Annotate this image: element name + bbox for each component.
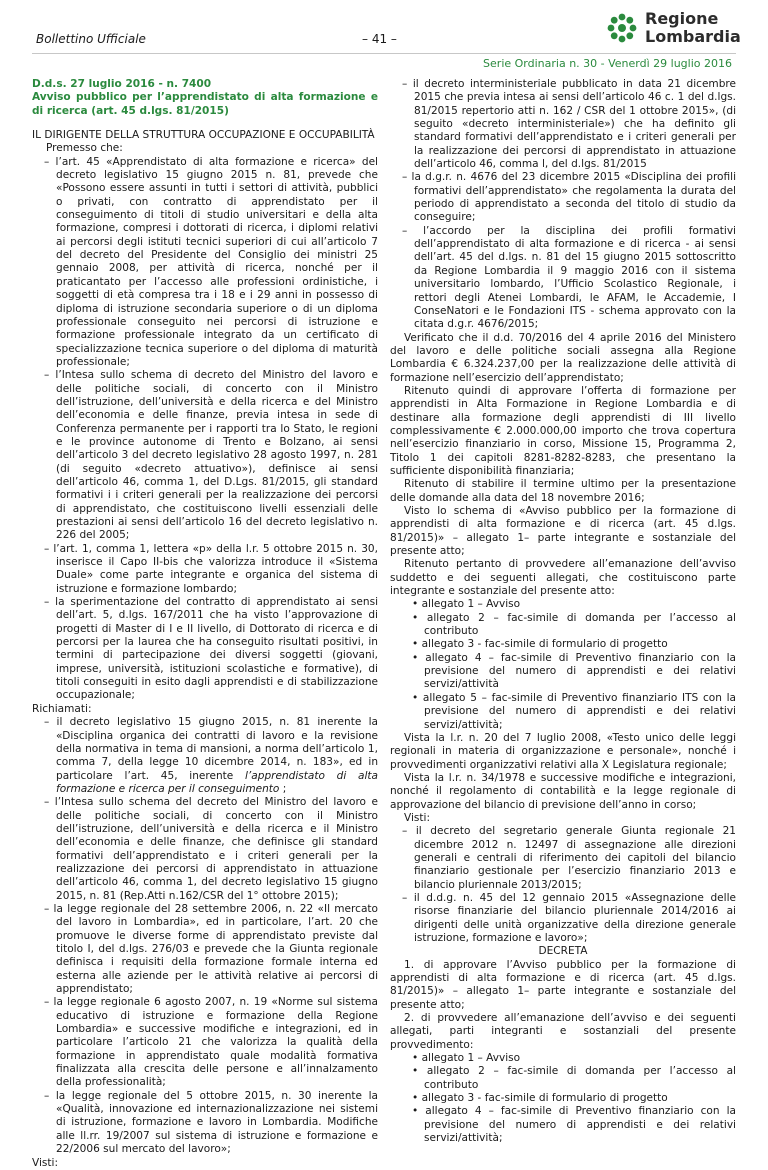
premise-item-4: – la sperimentazione del contratto di apprendistato ai sensi dell’art. 5, d.lgs. 167/2011 che ha visto l’approvazione di progetti di Master di I e II livello, di Dottorato di ricerca e di percorsi per la laurea che ha conseguito risultati positivi, in termini di partecipazione dei diversi soggetti (giovani, imprese, università, istituzioni scolastiche e formative), di titoli conseguiti in esito dagli apprendisti e di stabilizzazione occupazionale; <box>44 596 378 702</box>
premesso-heading: Premesso che: <box>46 142 123 155</box>
right-column <box>390 78 736 1146</box>
vista-lr34-paragraph: Vista la l.r. n. 34/1978 e successive modifiche e integrazioni, nonché il regolamento di contabilità e la legge regionale di approvazione del bilancio di previsione dell’anno in corso; <box>390 771 736 811</box>
annex-list-item: • allegato 3 - fac-simile di formulario di progetto <box>412 1092 668 1105</box>
annex-list-item: • allegato 4 – fac-simile di Preventivo finanziario con la previsione del numero di apprendisti e dei relativi servizi/attività; <box>412 1105 736 1145</box>
annex-list-item: • allegato 2 – fac-simile di domanda per l’accesso al contributo <box>412 611 736 638</box>
header-rule <box>32 53 736 54</box>
decreta-point-2: 2. di provvedere all’emanazione dell’avviso e dei seguenti allegati, parti integranti e sostanziali del presente provvedimento: <box>390 1012 736 1051</box>
premise-item-2: – l’Intesa sullo schema di decreto del Ministro del lavoro e delle politiche sociali, di concerto con il Ministro dell’istruzione, dell’università e della ricerca e del Ministro dell’economia e delle finanze, previa intesa in sede di Conferenza permanente per i rapporti tra lo Stato, le regioni e le province autonome di Trento e Bolzano, ai sensi dell’articolo 3 del decreto legislativo 28 agosto 1997, n. 281 (di seguito «decreto attuativo»), definisce ai sensi dell’articolo 46, comma 1, del D.Lgs. 81/2015, gli standard formativi i i criteri generali per la realizzazione dei percorsi di apprendistato, che costituiscono livelli essenziali delle prestazioni ai sensi dell’articolo 16 del decreto legislativo n. 226 del 2005; <box>44 369 378 542</box>
decreta-heading: DECRETA <box>538 945 588 958</box>
visti-item-2: – la d.g.r. n. 4676 del 23 dicembre 2015 «Disciplina dei profili formativi dell’apprendistato» che regolamenta la durata del periodo di apprendistato a seconda del titolo di studio da conseguire; <box>402 171 736 224</box>
visti2-item-2: – il d.d.g. n. 45 del 12 gennaio 2015 «Assegnazione delle risorse finanziarie del bilancio pluriennale 2014/2016 ai dirigenti delle unità organizzative della direzione generale istruzione, formazione e lavoro»; <box>402 891 736 944</box>
premise-item-1: – l’art. 45 «Apprendistato di alta formazione e ricerca» del decreto legislativo 15 giugno 2015 n. 81, prevede che «Possono essere assunti in tutti i settori di attività, pubblici o privati, con contratto di apprendistato per il conseguimento di titoli di studio universitari e della alta formazione, compresi i dottorati di ricerca, i diplomi relativi ai percorsi degli istituti tecnici superiori di cui all’articolo 7 del decreto del Presidente del Consiglio dei ministri 25 gennaio 2008, per attività di ricerca, nonché per il praticantato per l’accesso alle professioni ordinistiche, i soggetti di età compresa tra i 18 e i 29 anni in possesso di diploma di istruzione secondaria superiore o di un diploma professionale conseguito nei percorsi di istruzione e formazione professionale integrato da un certificato di specializzazione tecnica superiore o del diploma di maturità professionale; <box>44 155 378 368</box>
logo-line-lombardia: Lombardia <box>645 27 741 46</box>
recall-item-2: – l’Intesa sullo schema del decreto del Ministro del lavoro e delle politiche sociali, di concerto con il Ministro dell’istruzione, dell’università e della ricerca e il Ministro dell’economia e delle finanze, che definisce gli standard formativi dell’apprendistato e i criteri generali per la realizzazione dei percorsi di apprendistato in attuazione dell’articolo 46, comma 1, del decreto legislativo 15 giugno 2015, n. 81 (Rep.Atti n.162/CSR del 1° ottobre 2015); <box>44 796 378 902</box>
annex-list-item: • allegato 1 – Avviso <box>412 1052 521 1065</box>
richiamati-heading: Richiamati: <box>32 702 92 715</box>
recall-item-1: – il decreto legislativo 15 giugno 2015, n. 81 inerente la «Disciplina organica dei contratti di lavoro e la revisione della normativa in tema di mansioni, a norma dell’articolo 1, comma 7, della legge 10 dicembre 2014, n. 183», ed in particolare l’art. 45, inerente l’apprendistato di alta formazione e ricerca per il conseguimento ; <box>44 716 378 795</box>
page-number: – 41 – <box>362 32 397 46</box>
annex-list-item: • allegato 4 – fac-simile di Preventivo finanziario con la previsione del numero di apprendisti e dei relativi servizi/attività <box>412 651 736 691</box>
vista-lr20-paragraph: Vista la l.r. n. 20 del 7 luglio 2008, «Testo unico delle leggi regionali in materia di organizzazione e personale», nonché i provvedimenti organizzativi relativi alla X Legislatura regionale; <box>390 731 736 771</box>
annex-list-item: • allegato 2 – fac-simile di domanda per l’accesso al contributo <box>412 1065 736 1091</box>
recall-item-3: – la legge regionale del 28 settembre 2006, n. 22 «Il mercato del lavoro in Lombardia», ed in particolare, l’art. 20 che promuove le diverse forme di apprendistato previste dal titolo I, del d.lgs. 276/03 e prevede che la Giunta regionale definisca i requisiti della formazione formale interna ed esterna alle aziende per le attività relative ai percorsi di apprendistato; <box>44 902 378 996</box>
visti-heading-2: Visti: <box>404 811 431 824</box>
visti-heading: Visti: <box>32 1156 59 1169</box>
visto-schema-paragraph: Visto lo schema di «Avviso pubblico per la formazione di apprendisti di alta formazione e di ricerca (art. 45 d.lgs. 81/2015)» – allegato 1– parte integrante e sostanziale del presente atto; <box>390 505 736 558</box>
visti-item-3: – l’accordo per la disciplina dei profili formativi dell’apprendistato di alta formazione e di ricerca - ai sensi dell’art. 45 del d.lgs. n. 81 del 15 giugno 2015 sottoscritto da Regione Lombardia il 9 maggio 2016 con il sistema universitario lombardo, l’Ufficio Scolastico Regionale, i rettori degli Atenei Lombardi, le AFAM, le Accademie, I ConseNatori e le Fondazioni ITS - schema approvato con la citata d.g.r. 4676/2015; <box>402 224 736 331</box>
rosa-camuna-icon <box>605 11 639 45</box>
regione-lombardia-logo <box>605 10 741 46</box>
ritenuto-paragraph-3: Ritenuto pertanto di provvedere all’emanazione dell’avviso suddetto e dei seguenti allegati, che costituiscono parte integrante e sostanziale del presente atto: <box>390 558 736 598</box>
decree-title: Avviso pubblico per l’apprendistato di alta formazione e di ricerca (art. 45 d.lgs. 81/2015) <box>32 91 378 117</box>
premise-item-3: – l’art. 1, comma 1, lettera «p» della l.r. 5 ottobre 2015 n. 30, inserisce il Capo II-bis che valorizza introduce il «Sistema Duale» come parte integrante e organica del sistema di istruzione e formazione lombardo; <box>44 542 378 595</box>
annex-list-item: • allegato 1 – Avviso <box>412 598 521 611</box>
annex-list-item: • allegato 5 – fac-simile di Preventivo finanziario ITS con la previsione del numero di apprendisti e dei relativi servizi/attività; <box>412 691 736 731</box>
visti-item-1: – il decreto interministeriale pubblicato in data 21 dicembre 2015 che previa intesa ai sensi dell’articolo 46 c. 1 del d.lgs. 81/2015 repertorio atti n. 162 / CSR del 1 ottobre 2015», (di seguito «decreto interministeriale») che ha definito gli standard formativi dell’apprendistato e i criteri generali per la realizzazione dei percorsi di apprendistato in attuazione dell’articolo 46, comma l, del d.lgs. 81/2015 <box>402 78 736 171</box>
recall-item-4: – la legge regionale 6 agosto 2007, n. 19 «Norme sul sistema educativo di istruzione e formazione della Regione Lombardia» e successive modifiche e integrazioni, ed in particolare l’articolo 21 che valorizza la qualità della formazione in apprendistato quale modalità formativa finalizzata alla crescita delle persone e all’innalzamento della professionalità; <box>44 996 378 1089</box>
verificato-paragraph: Verificato che il d.d. 70/2016 del 4 aprile 2016 del Ministero del lavoro e delle politiche sociali assegna alla Regione Lombardia € 6.324.237,00 per la realizzazione delle attività di formazione nell’esercizio dell’apprendistato; <box>390 331 736 384</box>
issuing-authority: IL DIRIGENTE DELLA STRUTTURA OCCUPAZIONE E OCCUPABILITÀ <box>32 129 375 142</box>
left-column <box>32 78 378 1170</box>
publication-name: Bollettino Ufficiale <box>36 32 146 46</box>
recall-item-5: – la legge regionale del 5 ottobre 2015, n. 30 inerente la «Qualità, innovazione ed internazionalizzazione nei sistemi di istruzione, formazione e lavoro in Lombardia. Modifiche alle ll.rr. 19/2007 sul sistema di istruzione e formazione e 22/2006 sul mercato del lavoro»; <box>44 1089 378 1156</box>
page-header <box>0 0 768 70</box>
logo-line-regione: Regione <box>645 9 719 28</box>
serie-ordinaria-label: Serie Ordinaria n. 30 - Venerdì 29 luglio 2016 <box>483 57 732 70</box>
ritenuto-paragraph-1: Ritenuto quindi di approvare l’offerta di formazione per apprendisti in Alta Formazione in Regione Lombardia e di destinare alla formazione degli apprendisti di III livello complessivamente € 2.000.000,00 importo che trova copertura nell’esercizio finanziario in corso, Missione 15, Programma 2, Titolo 1 dei capitoli 8281-8282-8283, che presentano la sufficiente disponibilità finanziaria; <box>390 384 736 477</box>
decree-number: D.d.s. 27 luglio 2016 - n. 7400 <box>32 78 212 90</box>
annex-list-item: • allegato 3 - fac-simile di formulario di progetto <box>412 638 668 651</box>
ritenuto-paragraph-2: Ritenuto di stabilire il termine ultimo per la presentazione delle domande alla data del 18 novembre 2016; <box>390 478 736 504</box>
visti2-item-1: – il decreto del segretario generale Giunta regionale 21 dicembre 2012 n. 12497 di assegnazione alle direzioni generali e centrali di riferimento dei capitoli del bilancio finanziario gestionale per l’esercizio finanziario 2013 e bilancio pluriennale 2013/2015; <box>402 825 736 891</box>
decreta-point-1: 1. di approvare l’Avviso pubblico per la formazione di apprendisti di alta formazione e di ricerca (art. 45 d.lgs. 81/2015)» – allegato 1– parte integrante e sostanziale del presente atto; <box>390 958 736 1011</box>
